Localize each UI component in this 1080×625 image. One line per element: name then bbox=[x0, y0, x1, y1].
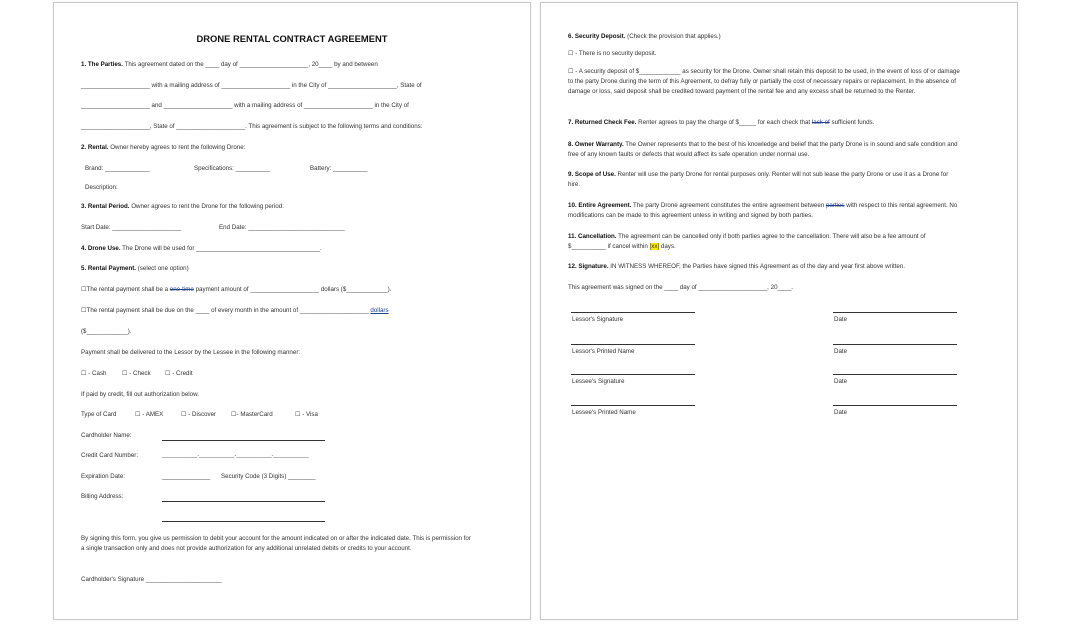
lessee-signature-date-line[interactable] bbox=[833, 374, 957, 375]
section-5-heading: 5. Rental Payment. bbox=[81, 265, 137, 272]
credit-instruction: If paid by credit, fill out authorization below. bbox=[81, 391, 199, 398]
section-8-heading: 8. Owner Warranty. bbox=[568, 141, 624, 148]
cancellation-days-placeholder: [xx] bbox=[649, 243, 660, 251]
lessor-signature-date-line[interactable] bbox=[833, 312, 957, 313]
signature-section bbox=[568, 263, 905, 271]
lessee-printed-name-label: Lessee's Printed Name bbox=[572, 409, 636, 416]
billing-address-line-2[interactable] bbox=[162, 521, 325, 522]
entire-agreement-text: The party Drone agreement constitutes the entire agreement between bbox=[631, 202, 826, 209]
lessee-name-date-line[interactable] bbox=[833, 405, 957, 406]
brand-field: Brand: _____________ bbox=[85, 165, 150, 172]
option-2-text: ☐The rental payment shall be due on the ____ of every month in the amount of ____________________ bbox=[81, 307, 371, 314]
rental-payment-text: (select one option) bbox=[136, 265, 189, 272]
lessee-printed-name-line[interactable] bbox=[571, 405, 695, 406]
owner-warranty-text: The Owner represents that to the best of his knowledge and belief that the party Drone is in sound and safe condition and free of any known faults or defects that would affect its safe operation under normal use. bbox=[568, 141, 958, 159]
returned-check-line bbox=[568, 119, 874, 127]
authorization-text: By signing this form, you give us permission to debit your account for the amount indicated on or after the indicated date. This is permission for a single transaction only and does not provide authorization for any additional unrelated debits or credits to your account. bbox=[81, 535, 471, 552]
owner-warranty bbox=[568, 140, 960, 160]
entire-agreement-text-b: with respect to this rental agreement. No modifications can be made to this agreement unless in writing and signed by both parties. bbox=[568, 202, 958, 220]
security-deposit-line bbox=[568, 33, 721, 41]
date-label-3: Date bbox=[834, 378, 848, 385]
cancellation bbox=[568, 232, 960, 252]
visa-checkbox[interactable]: ☐ - Visa bbox=[295, 411, 318, 418]
billing-address-line-1[interactable] bbox=[162, 501, 325, 502]
option-1-text-b: payment amount of ____________________ dollars ($____________). bbox=[193, 286, 392, 293]
parties-line-2: ____________________ with a mailing address of ____________________ in the City of ____________________, State of bbox=[81, 82, 422, 89]
cancellation-text-b: days. bbox=[659, 243, 676, 251]
discover-checkbox[interactable]: ☐ - Discover bbox=[181, 411, 217, 418]
lessor-name-date-line[interactable] bbox=[833, 344, 957, 345]
returned-check-text: Renter agrees to pay the charge of $_____ for each check that bbox=[636, 119, 812, 126]
section-1-heading: 1. The Parties. bbox=[81, 61, 123, 68]
cash-checkbox[interactable]: ☐ - Cash bbox=[81, 370, 107, 377]
section-6-heading: 6. Security Deposit. bbox=[568, 33, 626, 40]
section-11-heading: 11. Cancellation. bbox=[568, 233, 617, 240]
option-1-tracked-change: one-time bbox=[169, 286, 194, 293]
payment-option-one-time[interactable] bbox=[81, 286, 391, 294]
cardholder-name-line[interactable] bbox=[162, 440, 325, 441]
section-3-heading: 3. Rental Period. bbox=[81, 203, 130, 210]
cc-number-field[interactable]: ____________-____________-____________-____________ bbox=[162, 453, 309, 459]
signature-section-text: IN WITNESS WHEREOF, the Parties have signed this Agreement as of the day and year first above written. bbox=[608, 263, 906, 270]
credit-checkbox[interactable]: ☐ - Credit bbox=[165, 370, 193, 377]
payment-option-monthly[interactable] bbox=[81, 307, 389, 315]
lessor-signature-line[interactable] bbox=[571, 312, 695, 313]
description-field: Description: bbox=[85, 184, 118, 191]
payment-manner: Payment shall be delivered to the Lessor by the Lessee in the following manner: bbox=[81, 349, 301, 356]
document-title: DRONE RENTAL CONTRACT AGREEMENT bbox=[196, 33, 388, 44]
date-label-2: Date bbox=[834, 348, 848, 355]
section-2-heading: 2. Rental. bbox=[81, 144, 109, 151]
end-date-field: End Date: ____________________________ bbox=[219, 224, 345, 231]
cardholder-signature[interactable]: Cardholder's Signature ______________________ bbox=[81, 576, 222, 583]
parties-line-4: ____________________, State of ____________________. This agreement is subject to the following terms and conditions: bbox=[81, 123, 423, 130]
lessee-signature-label: Lessee's Signature bbox=[572, 378, 625, 385]
rental-period-text: Owner agrees to rent the Drone for the following period: bbox=[129, 203, 284, 210]
start-date-field: Start Date: ____________________ bbox=[81, 224, 182, 231]
scope-of-use bbox=[568, 170, 960, 190]
option-1-text: ☐The rental payment shall be a bbox=[81, 286, 170, 293]
mastercard-checkbox[interactable]: ☐- MasterCard bbox=[231, 411, 273, 418]
parties-line-3: ____________________ and ____________________ with a mailing address of ____________________ in the City of bbox=[81, 102, 409, 109]
contract-page-1 bbox=[53, 2, 531, 620]
drone-use-line bbox=[81, 245, 322, 253]
date-label-4: Date bbox=[834, 409, 848, 416]
date-label-1: Date bbox=[834, 316, 848, 323]
deposit-checkbox[interactable]: ☐ - A security deposit of $____________ as security for the Drone. Owner shall retain this deposit to be used, in the event of loss of or damage to the party Drone during the term of this Agreement, to defray fully or partially the cost of necessary repairs or replacement. In the absence of damage or loss, said deposit shall be credited toward payment of the rental fee and any excess shall be returned to the Renter. bbox=[568, 68, 960, 96]
check-checkbox[interactable]: ☐ - Check bbox=[122, 370, 151, 377]
contract-page-2 bbox=[540, 2, 1018, 620]
security-deposit-text: (Check the provision that applies.) bbox=[625, 33, 721, 40]
no-deposit-checkbox[interactable]: ☐ - There is no security deposit. bbox=[568, 50, 657, 57]
section-7-heading: 7. Returned Check Fee. bbox=[568, 119, 637, 126]
battery-field: Battery: __________ bbox=[310, 165, 368, 172]
signed-on-line: This agreement was signed on the ____ day of ____________________, 20____. bbox=[568, 284, 793, 291]
lessor-printed-name-label: Lessor's Printed Name bbox=[572, 348, 635, 355]
cardholder-name-label: Cardholder Name: bbox=[81, 432, 132, 439]
billing-address-label: Billing Address: bbox=[81, 493, 124, 500]
option-2-tracked-change: dollars bbox=[370, 307, 389, 314]
lessee-signature-line[interactable] bbox=[571, 374, 695, 375]
expiration-field[interactable]: ______________ bbox=[162, 473, 211, 480]
amex-checkbox[interactable]: ☐ - AMEX bbox=[135, 411, 164, 418]
scope-of-use-text: Renter will use the party Drone for rental purposes only. Renter will not sub lease the party Drone or use it as a Drone for hire. bbox=[568, 171, 949, 189]
parties-line-1 bbox=[81, 61, 378, 69]
section-12-heading: 12. Signature. bbox=[568, 263, 609, 270]
type-of-card-label: Type of Card bbox=[81, 411, 117, 418]
rental-line bbox=[81, 144, 245, 152]
payment-option-monthly-amount: ($____________). bbox=[81, 328, 132, 335]
security-code-field[interactable]: Security Code (3 Digits) ________ bbox=[221, 473, 316, 480]
section-10-heading: 10. Entire Agreement. bbox=[568, 202, 632, 209]
section-4-heading: 4. Drone Use. bbox=[81, 245, 121, 252]
entire-agreement-tracked-change: parties bbox=[825, 202, 845, 209]
drone-use-text: The Drone will be used for ____________________________________. bbox=[120, 245, 322, 252]
lessor-signature-label: Lessor's Signature bbox=[572, 316, 624, 323]
lessor-printed-name-line[interactable] bbox=[571, 344, 695, 345]
returned-check-text-b: sufficient funds. bbox=[829, 119, 875, 126]
entire-agreement bbox=[568, 201, 960, 221]
rental-period-line bbox=[81, 203, 284, 211]
cc-number-label: Credit Card Number: bbox=[81, 452, 139, 459]
specifications-field: Specifications: __________ bbox=[194, 165, 271, 172]
parties-text-1: This agreement dated on the ____ day of ____________________, 20____ by and between bbox=[122, 61, 378, 68]
returned-check-tracked-change: lack of bbox=[811, 119, 830, 126]
rental-text: Owner hereby agrees to rent the following Drone: bbox=[108, 144, 246, 151]
rental-payment-line bbox=[81, 265, 189, 273]
expiration-label: Expiration Date: bbox=[81, 473, 126, 480]
section-9-heading: 9. Scope of Use. bbox=[568, 171, 616, 178]
cancellation-text: The agreement can be cancelled only if both parties agree to the cancellation. There will also be a fee amount of $__________ if cancel within bbox=[568, 233, 926, 251]
